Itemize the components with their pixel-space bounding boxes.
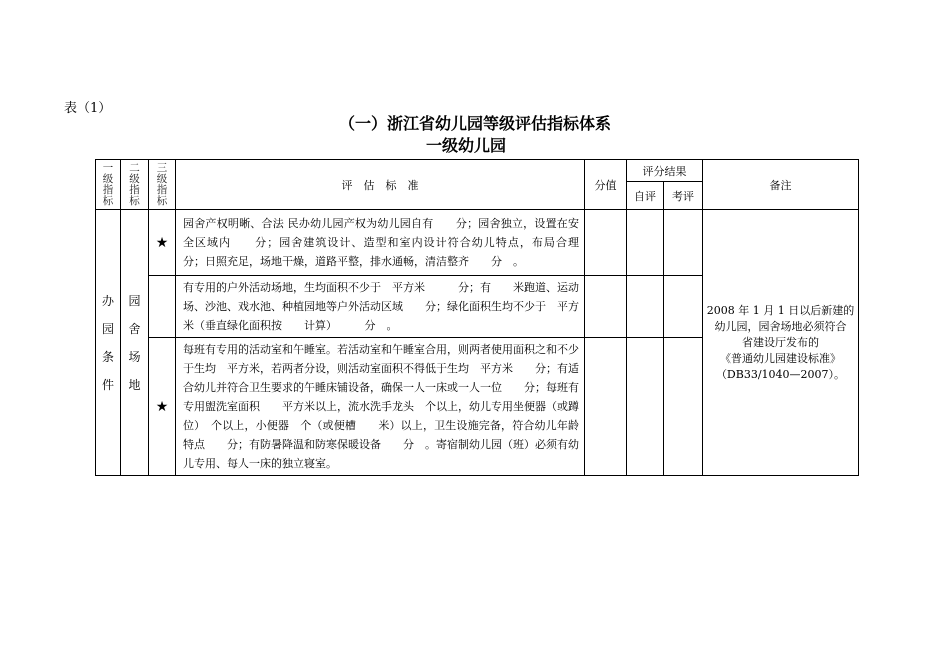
self-eval-cell — [627, 210, 664, 276]
evaluation-table — [95, 159, 859, 476]
category-level2: 园 舍 场 地 — [121, 210, 149, 476]
table-row — [96, 210, 859, 276]
star-cell-empty — [149, 276, 176, 338]
star-icon: ★ — [149, 210, 176, 276]
assessment-cell — [664, 276, 703, 338]
criteria-cell: 园舍产权明晰、合法 民办幼儿园产权为幼儿园自有 分；园舍独立，设置在安全区域内 分；园舍建筑设计、造型和室内设计符合幼儿特点，布局合理 分；日照充足，场地干燥，道路平整，排水通畅，清洁整齐 分 。 — [176, 210, 585, 276]
header-level3: 三 级 指 标 — [149, 160, 176, 210]
header-level2: 二 级 指 标 — [121, 160, 149, 210]
score-cell — [585, 276, 627, 338]
header-remarks: 备注 — [703, 160, 859, 210]
header-score: 分值 — [585, 160, 627, 210]
criteria-cell: 每班有专用的活动室和午睡室。若活动室和午睡室合用，则两者使用面积之和不少于生均 平方米，若两者分设，则活动室面积不得低于生均 平方米 分；有适合幼儿并符合卫生要求的午睡床铺设备，确保一人一床或一人一位 分；每班有专用盥洗室面积 平方米以上，流水洗手龙头 个以上，幼儿专用坐便器（或蹲位） 个以上，小便器 个（或便槽 米）以上，卫生设施完备，符合幼儿年龄特点 分；有防暑降温和防寒保暖设备 分 。寄宿制幼儿园（班）必须有幼儿专用、每人一床的独立寝室。 — [176, 338, 585, 476]
score-cell — [585, 338, 627, 476]
self-eval-cell — [627, 276, 664, 338]
header-level1: 一 级 指 标 — [96, 160, 121, 210]
star-icon: ★ — [149, 338, 176, 476]
header-self-eval: 自评 — [627, 182, 664, 210]
header-criteria: 评 估 标 准 — [176, 160, 585, 210]
criteria-cell: 有专用的户外活动场地，生均面积不少于 平方米 分；有 米跑道、运动场、沙池、戏水池、种植园地等户外活动区域 分；绿化面积生均不少于 平方米（垂直绿化面积按 计算） 分 。 — [176, 276, 585, 338]
document-subtitle: 一级幼儿园 — [426, 136, 507, 155]
category-level1: 办 园 条 件 — [96, 210, 121, 476]
assessment-cell — [664, 338, 703, 476]
self-eval-cell — [627, 338, 664, 476]
header-result: 评分结果 — [627, 160, 703, 182]
table-label: 表（1） — [64, 101, 112, 116]
document-title: （一）浙江省幼儿园等级评估指标体系 — [338, 114, 611, 133]
assessment-cell — [664, 210, 703, 276]
remarks-cell: 2008 年 1 月 1 日以后新建的 幼儿园，园舍场地必须符合 省建设厅发布的 《普通幼儿园建设标准》 （DB33/1040—2007）。 — [703, 210, 859, 476]
header-assessment: 考评 — [664, 182, 703, 210]
